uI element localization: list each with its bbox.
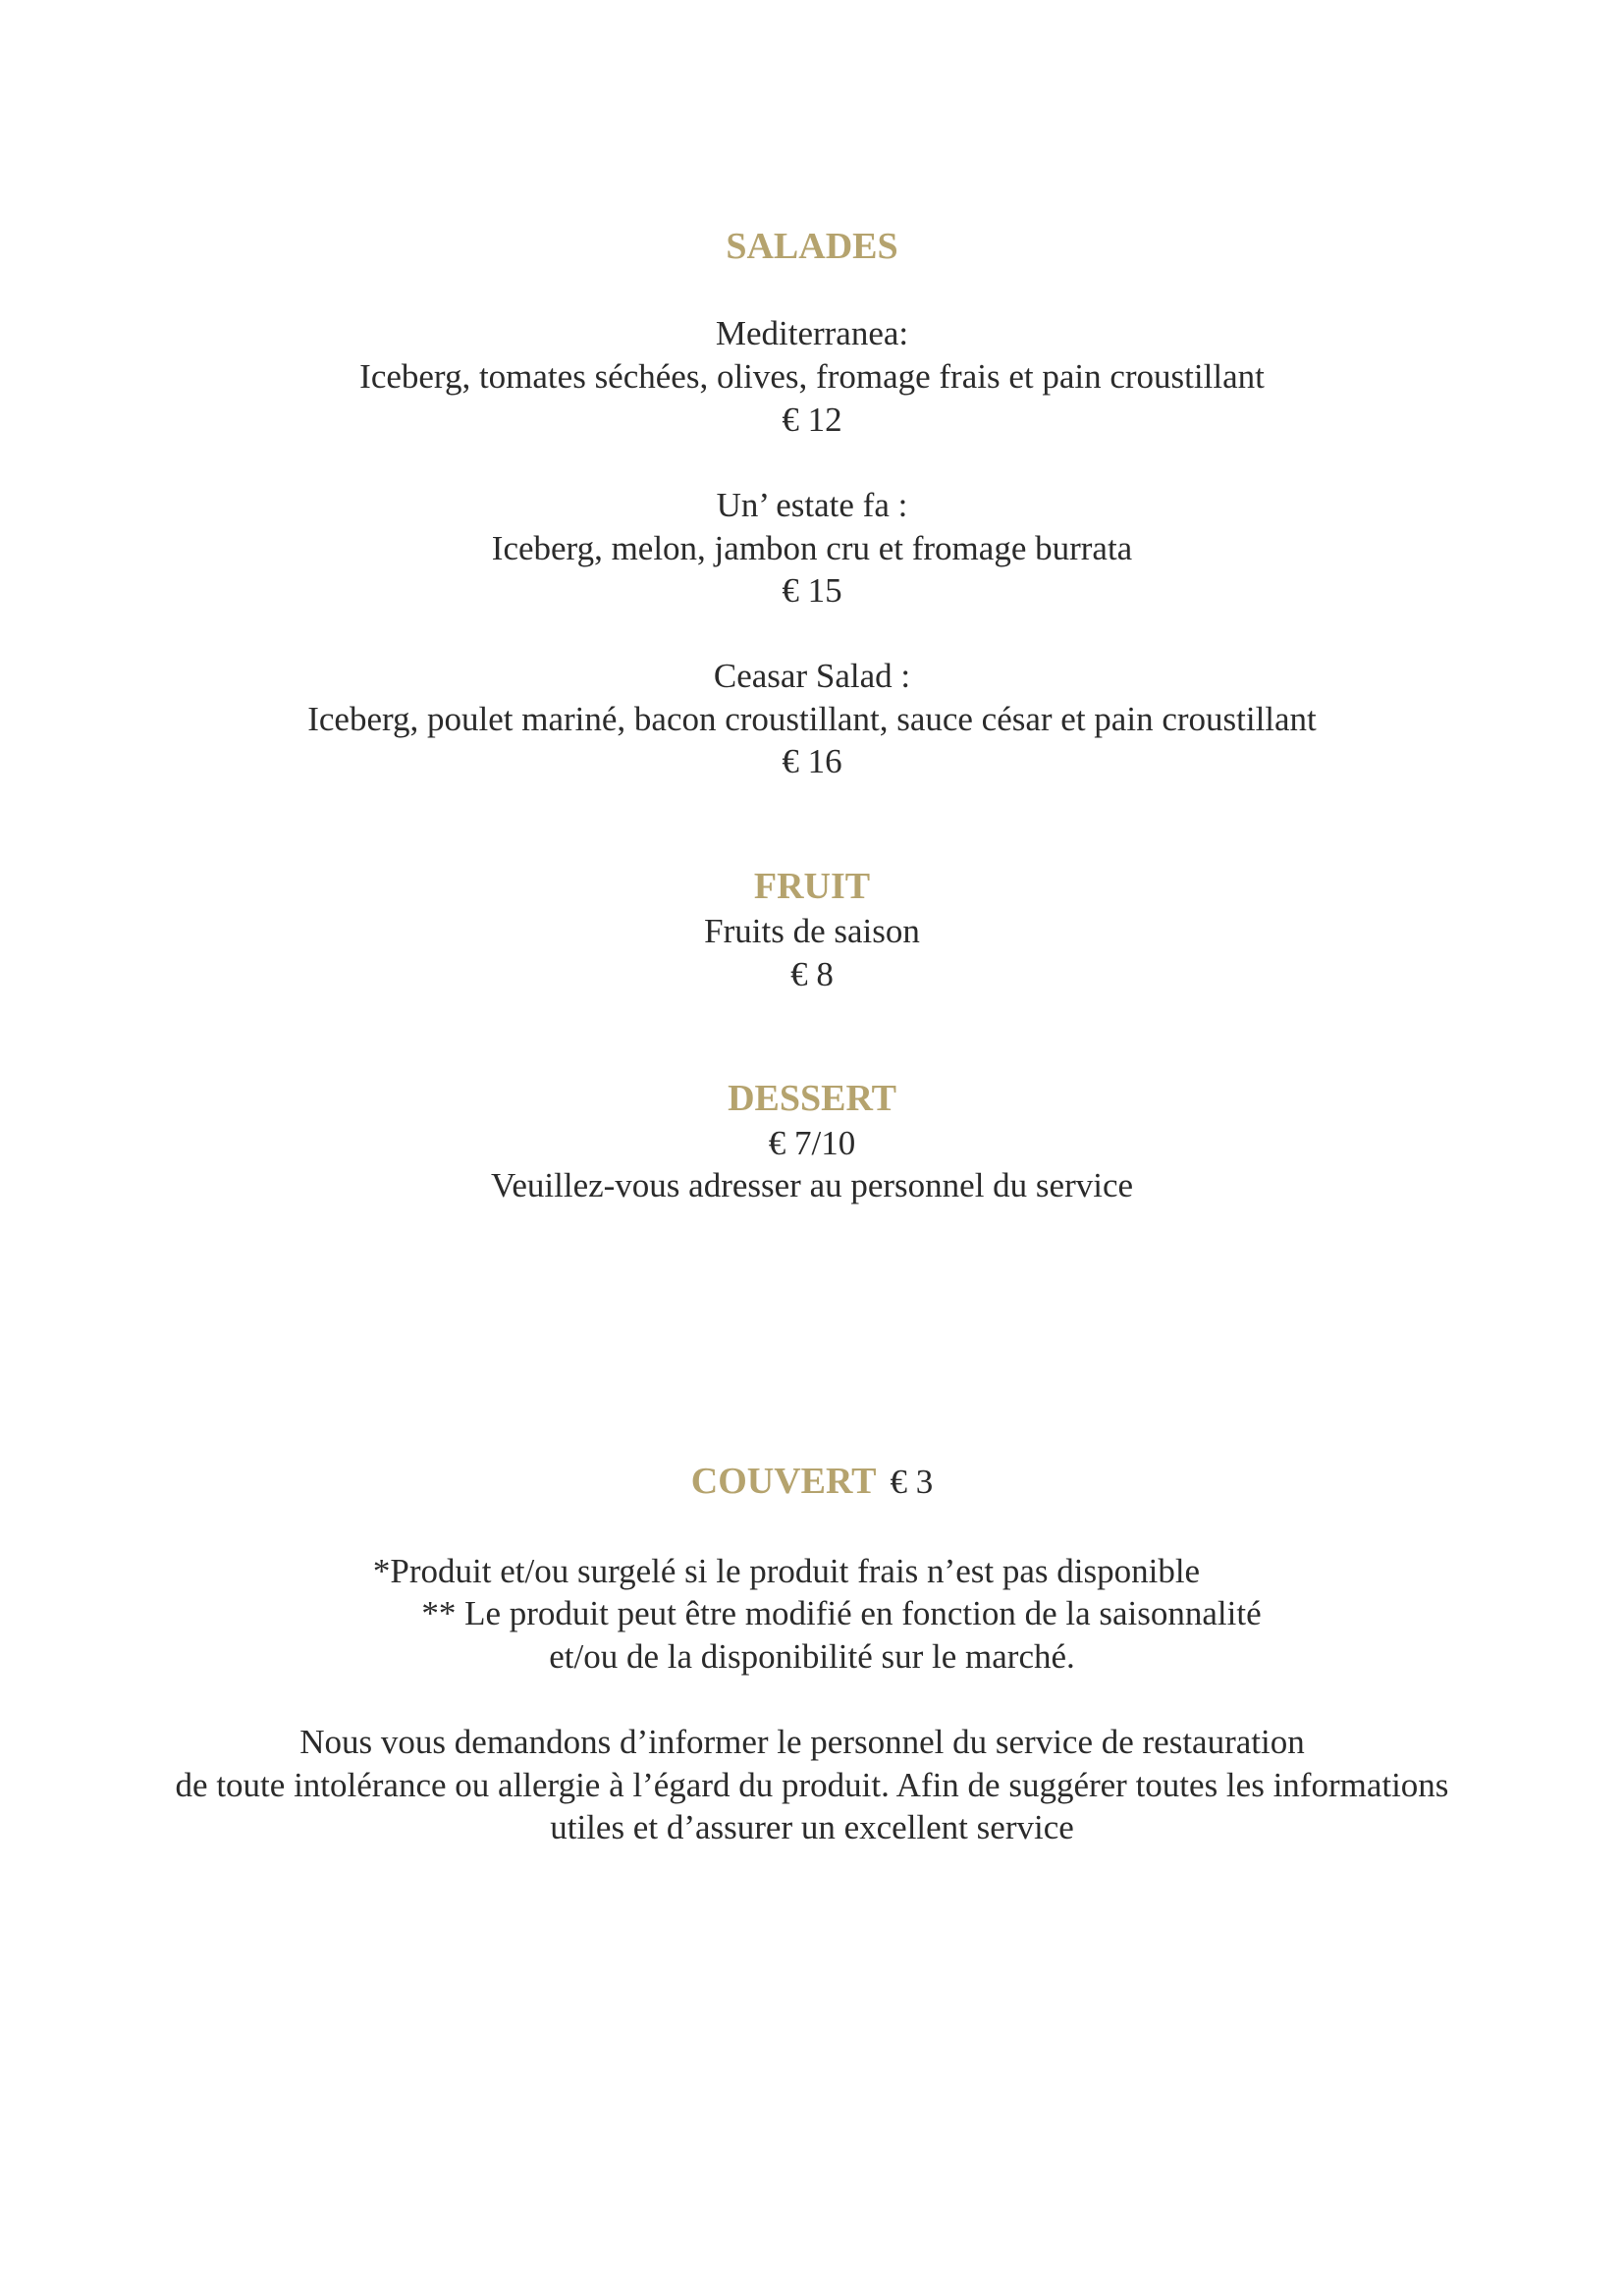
- salad-2-price: € 15: [782, 571, 842, 610]
- couvert-price: € 3: [890, 1463, 934, 1501]
- frozen-note: *Produit et/ou surgelé si le produit frais n’est pas disponible: [372, 1552, 1201, 1590]
- couvert-line: [0, 1459, 1624, 1504]
- salad-1-price: € 12: [782, 400, 842, 439]
- dessert-heading: DESSERT: [728, 1078, 896, 1119]
- dessert-note: Veuillez-vous adresser au personnel du service: [490, 1166, 1134, 1204]
- couvert-heading: COUVERT: [690, 1461, 877, 1502]
- salad-3-name: Ceasar Salad :: [713, 657, 911, 695]
- salad-1-description: Iceberg, tomates séchées, olives, fromage frais et pain croustillant: [359, 357, 1265, 396]
- salades-heading: SALADES: [726, 226, 898, 267]
- seasonal-note-line-1: ** Le produit peut être modifié en fonction de la saisonnalité: [421, 1594, 1262, 1632]
- salad-2-description: Iceberg, melon, jambon cru et fromage burrata: [491, 529, 1133, 567]
- salad-2-name: Un’ estate fa :: [716, 486, 908, 524]
- allergy-note-line-3: utiles et d’assurer un excellent service: [550, 1808, 1074, 1846]
- fruit-price: € 8: [790, 955, 834, 993]
- dessert-price: € 7/10: [768, 1124, 856, 1162]
- salad-3-description: Iceberg, poulet mariné, bacon croustillant, sauce césar et pain croustillant: [307, 700, 1317, 738]
- fruit-description: Fruits de saison: [704, 912, 920, 950]
- fruit-heading: FRUIT: [753, 866, 871, 907]
- salad-1-name: Mediterranea:: [715, 314, 909, 352]
- salad-3-price: € 16: [782, 742, 842, 780]
- allergy-note-line-1: Nous vous demandons d’informer le personnel du service de restauration: [299, 1723, 1305, 1761]
- seasonal-note-line-2: et/ou de la disponibilité sur le marché.: [549, 1637, 1075, 1676]
- allergy-note-line-2: de toute intolérance ou allergie à l’égard du produit. Afin de suggérer toutes les informations: [175, 1766, 1449, 1804]
